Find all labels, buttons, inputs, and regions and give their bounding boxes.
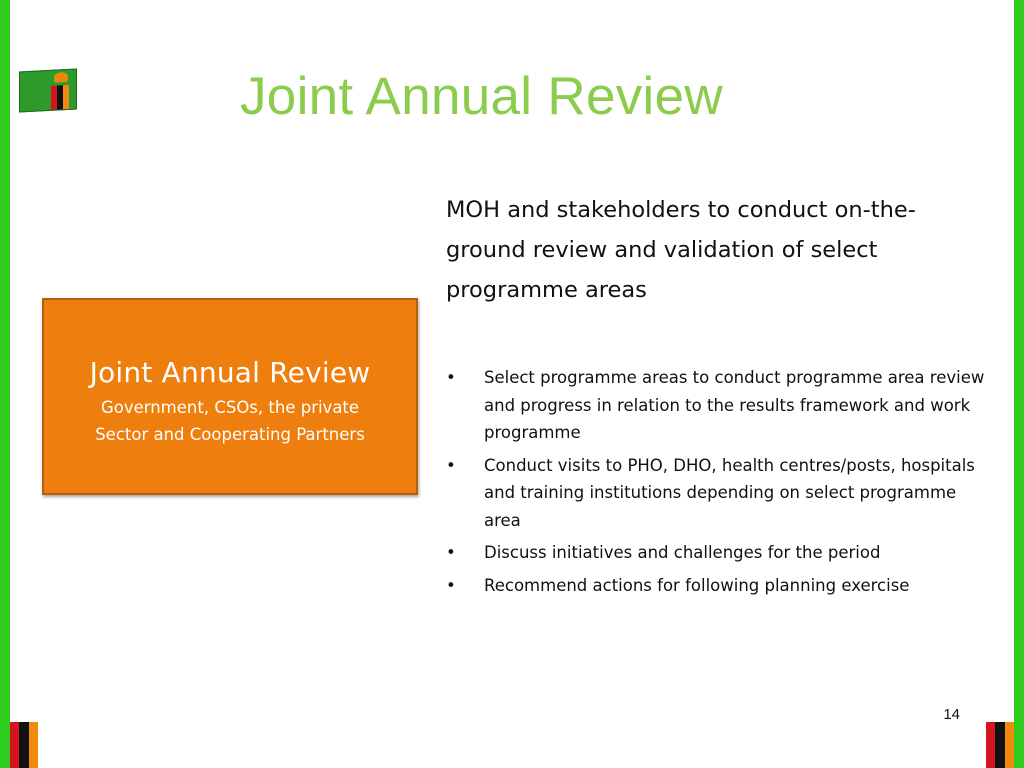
box-title: Joint Annual Review [89, 356, 371, 389]
bullet-item [446, 572, 986, 600]
zambia-flag-icon [19, 68, 77, 112]
joint-annual-review-box [42, 298, 418, 495]
right-green-border [1014, 0, 1024, 768]
page-number: 14 [943, 706, 960, 723]
flag-stripes-bottom-right [986, 722, 1014, 768]
bullet-dot: • [446, 543, 456, 562]
slide-title: Joint Annual Review [240, 67, 723, 126]
bullet-dot: • [446, 368, 456, 387]
bullet-dot: • [446, 455, 456, 475]
bullet-text: Recommend actions for following planning exercise [484, 575, 910, 595]
bullet-item [446, 364, 986, 447]
bullet-dot: • [446, 575, 456, 595]
flag-stripes-bottom-left [10, 722, 38, 768]
bullet-text: Conduct visits to PHO, DHO, health centres/posts, hospitals and training institutions depending on select programme area [484, 455, 975, 530]
bullet-text: Select programme areas to conduct programme area review and progress in relation to the results framework and work programme [484, 368, 985, 442]
box-subtitle-line-2: Sector and Cooperating Partners [95, 425, 365, 444]
box-subtitle [44, 394, 416, 448]
box-subtitle-line-1: Government, CSOs, the private [100, 398, 360, 417]
bullet-text: Discuss initiatives and challenges for the period [484, 543, 881, 562]
left-green-border [0, 0, 10, 768]
bullet-list [446, 364, 986, 604]
bullet-item [446, 539, 986, 567]
bullet-item [446, 452, 986, 535]
lead-paragraph: MOH and stakeholders to conduct on-the-ground review and validation of select programme areas [446, 197, 916, 303]
